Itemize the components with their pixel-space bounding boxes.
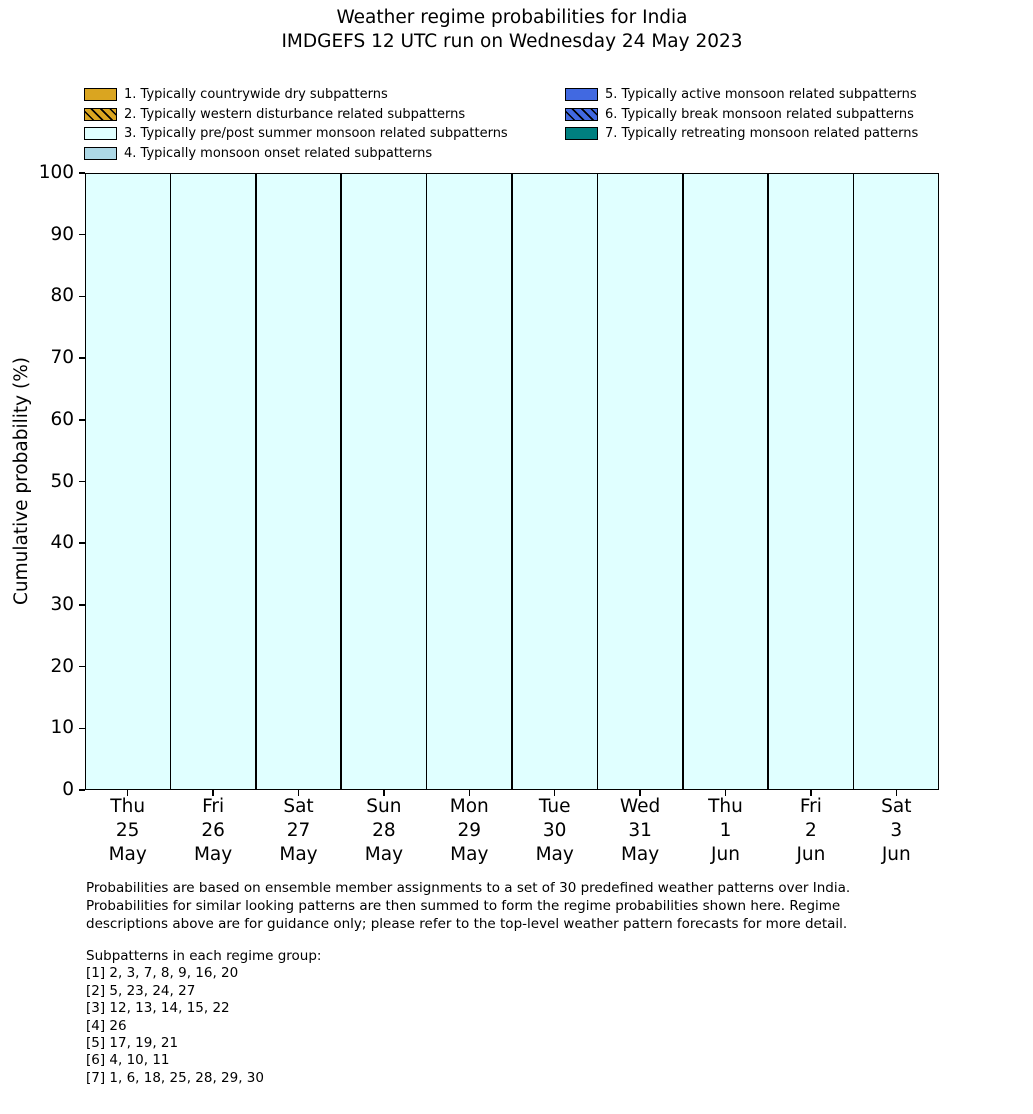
legend-swatch-regime-6 [565,108,598,121]
stacked-bar-mon-29-may [427,173,512,790]
x-tick-month: May [279,844,318,865]
bar-divider [511,173,513,790]
x-tick-date: 31 [628,820,652,841]
chart-title-line2: IMDGEFS 12 UTC run on Wednesday 24 May 2023 [281,31,743,52]
bar-segment-regime-3 [341,173,426,790]
x-tick-month: Jun [796,844,826,865]
x-tick-day: Mon [449,796,489,817]
x-tick-month: May [450,844,489,865]
legend-item-label: 3. Typically pre/post summer monsoon related subpatterns [124,126,508,142]
footer-note-line: descriptions above are for guidance only; please refer to the top-level weather pattern forecasts for more detail. [86,916,848,933]
x-tick-month: May [193,844,233,865]
x-tick-label [168,795,258,867]
bar-divider [170,173,172,790]
bar-segment-regime-3 [256,173,341,790]
footer-note [86,879,850,934]
subpatterns-item: [1] 2, 3, 7, 8, 9, 16, 20 [86,965,239,982]
legend-swatch-regime-3 [84,127,117,140]
y-tick-label: 0 [62,779,74,800]
y-tick-label: 30 [50,593,74,615]
y-tick-label: 60 [50,408,74,430]
legend-swatch-regime-1 [84,88,117,101]
stacked-bar-fri-2-jun [768,173,853,790]
legend-item-label: 2. Typically western disturbance related subpatterns [124,106,466,122]
x-tick-day: Tue [538,796,571,817]
x-tick-date: 30 [542,820,567,841]
legend-swatch-regime-5 [565,88,598,101]
x-tick-day: Sat [881,796,912,817]
y-tick-label: 40 [50,532,74,554]
stacked-bar-wed-31-may [597,173,682,790]
bar-divider [340,173,342,790]
bar-divider [426,173,428,790]
x-tick-date: 26 [201,820,225,841]
stacked-bar-thu-1-jun [683,173,768,790]
x-tick-label [254,795,344,867]
bar-divider [853,173,855,790]
x-tick-month: May [108,844,147,865]
x-tick-month: Jun [711,844,740,865]
legend-item-label: 1. Typically countrywide dry subpatterns [124,87,388,103]
bar-segment-regime-3 [854,173,939,790]
bar-divider [597,173,599,790]
legend-item [84,85,508,105]
legend-swatch-regime-7 [565,127,598,140]
y-tick-label: 90 [50,223,74,245]
subpatterns-block [86,948,321,1087]
stacked-bar-tue-30-may [512,173,597,790]
x-tick-month: Jun [881,844,911,865]
chart-title [85,6,939,54]
x-tick-date: 28 [372,820,396,841]
subpatterns-item: [2] 5, 23, 24, 27 [86,982,196,999]
x-tick-date: 25 [115,820,140,841]
x-tick-day: Thu [708,796,743,817]
legend-swatch-regime-4 [84,147,117,160]
subpatterns-item: [5] 17, 19, 21 [86,1035,179,1052]
x-tick-month: May [620,844,660,865]
subpatterns-item: [4] 26 [86,1017,127,1034]
x-tick-day: Thu [110,796,146,817]
x-tick-label [510,795,600,867]
legend-item [84,144,508,164]
legend-item [565,85,918,105]
x-tick-date: 2 [805,820,817,841]
legend-column-right [565,85,918,144]
y-tick-label: 100 [38,162,74,183]
x-tick-date: 27 [286,820,311,841]
x-tick-label [851,795,941,867]
y-tick-label: 80 [50,285,74,307]
x-tick-date: 3 [890,820,903,841]
y-tick-label: 50 [50,470,74,492]
x-tick-month: May [364,844,404,865]
plot-area [85,173,939,790]
x-tick-day: Sat [283,796,314,817]
bar-segment-regime-3 [170,173,255,790]
x-tick-label [595,795,685,867]
subpatterns-item: [7] 1, 6, 18, 25, 28, 29, 30 [86,1069,264,1086]
stacked-bar-sat-27-may [256,173,341,790]
legend-item [84,105,508,125]
x-tick-label [83,795,173,867]
subpatterns-item: [3] 12, 13, 14, 15, 22 [86,1000,230,1017]
footer-note-line: Probabilities are based on ensemble member assignments to a set of 30 predefined weather patterns over India. [86,880,851,896]
x-tick-day: Sun [366,796,402,817]
bar-segment-regime-3 [85,173,170,790]
x-tick-day: Wed [619,796,661,817]
stacked-bar-fri-26-may [170,173,255,790]
bar-divider [682,173,684,790]
legend-swatch-regime-2 [84,108,117,121]
subpatterns-list [86,965,321,1087]
x-tick-label [424,795,514,867]
y-tick-label: 20 [50,655,74,677]
chart-title-line1: Weather regime probabilities for India [336,7,688,28]
stacked-bar-sat-3-jun [854,173,939,790]
x-tick-label [766,795,856,867]
bar-segment-regime-3 [512,173,597,790]
footer-note-line: Probabilities for similar looking patterns are then summed to form the regime probabilities shown here. Regime [86,898,841,915]
x-tick-label [681,795,771,867]
legend-item [565,124,918,144]
x-tick-day: Fri [202,796,225,817]
x-tick-month: May [535,844,574,865]
subpatterns-item: [6] 4, 10, 11 [86,1052,170,1069]
y-tick-label: 10 [50,717,74,739]
y-axis-label: Cumulative probability (%) [11,356,32,606]
x-tick-label [339,795,429,867]
legend-item-label: 5. Typically active monsoon related subpatterns [605,87,917,103]
legend-item-label: 6. Typically break monsoon related subpatterns [605,106,914,122]
y-tick-label: 70 [50,347,74,369]
bar-divider [255,173,257,790]
x-tick-date: 1 [719,820,732,841]
stacked-bar-thu-25-may [85,173,170,790]
bar-segment-regime-3 [427,173,512,790]
bar-segment-regime-3 [768,173,853,790]
bar-segment-regime-3 [683,173,768,790]
bar-divider [767,173,769,790]
subpatterns-title: Subpatterns in each regime group: [86,948,322,964]
legend-item [84,124,508,144]
x-tick-day: Fri [799,796,822,817]
stacked-bar-sun-28-may [341,173,426,790]
legend-item-label: 4. Typically monsoon onset related subpatterns [124,145,433,161]
legend-item [565,105,918,125]
legend-column-left [84,85,508,163]
bar-segment-regime-3 [597,173,682,790]
legend-item-label: 7. Typically retreating monsoon related patterns [605,126,919,142]
x-tick-date: 29 [457,820,482,841]
